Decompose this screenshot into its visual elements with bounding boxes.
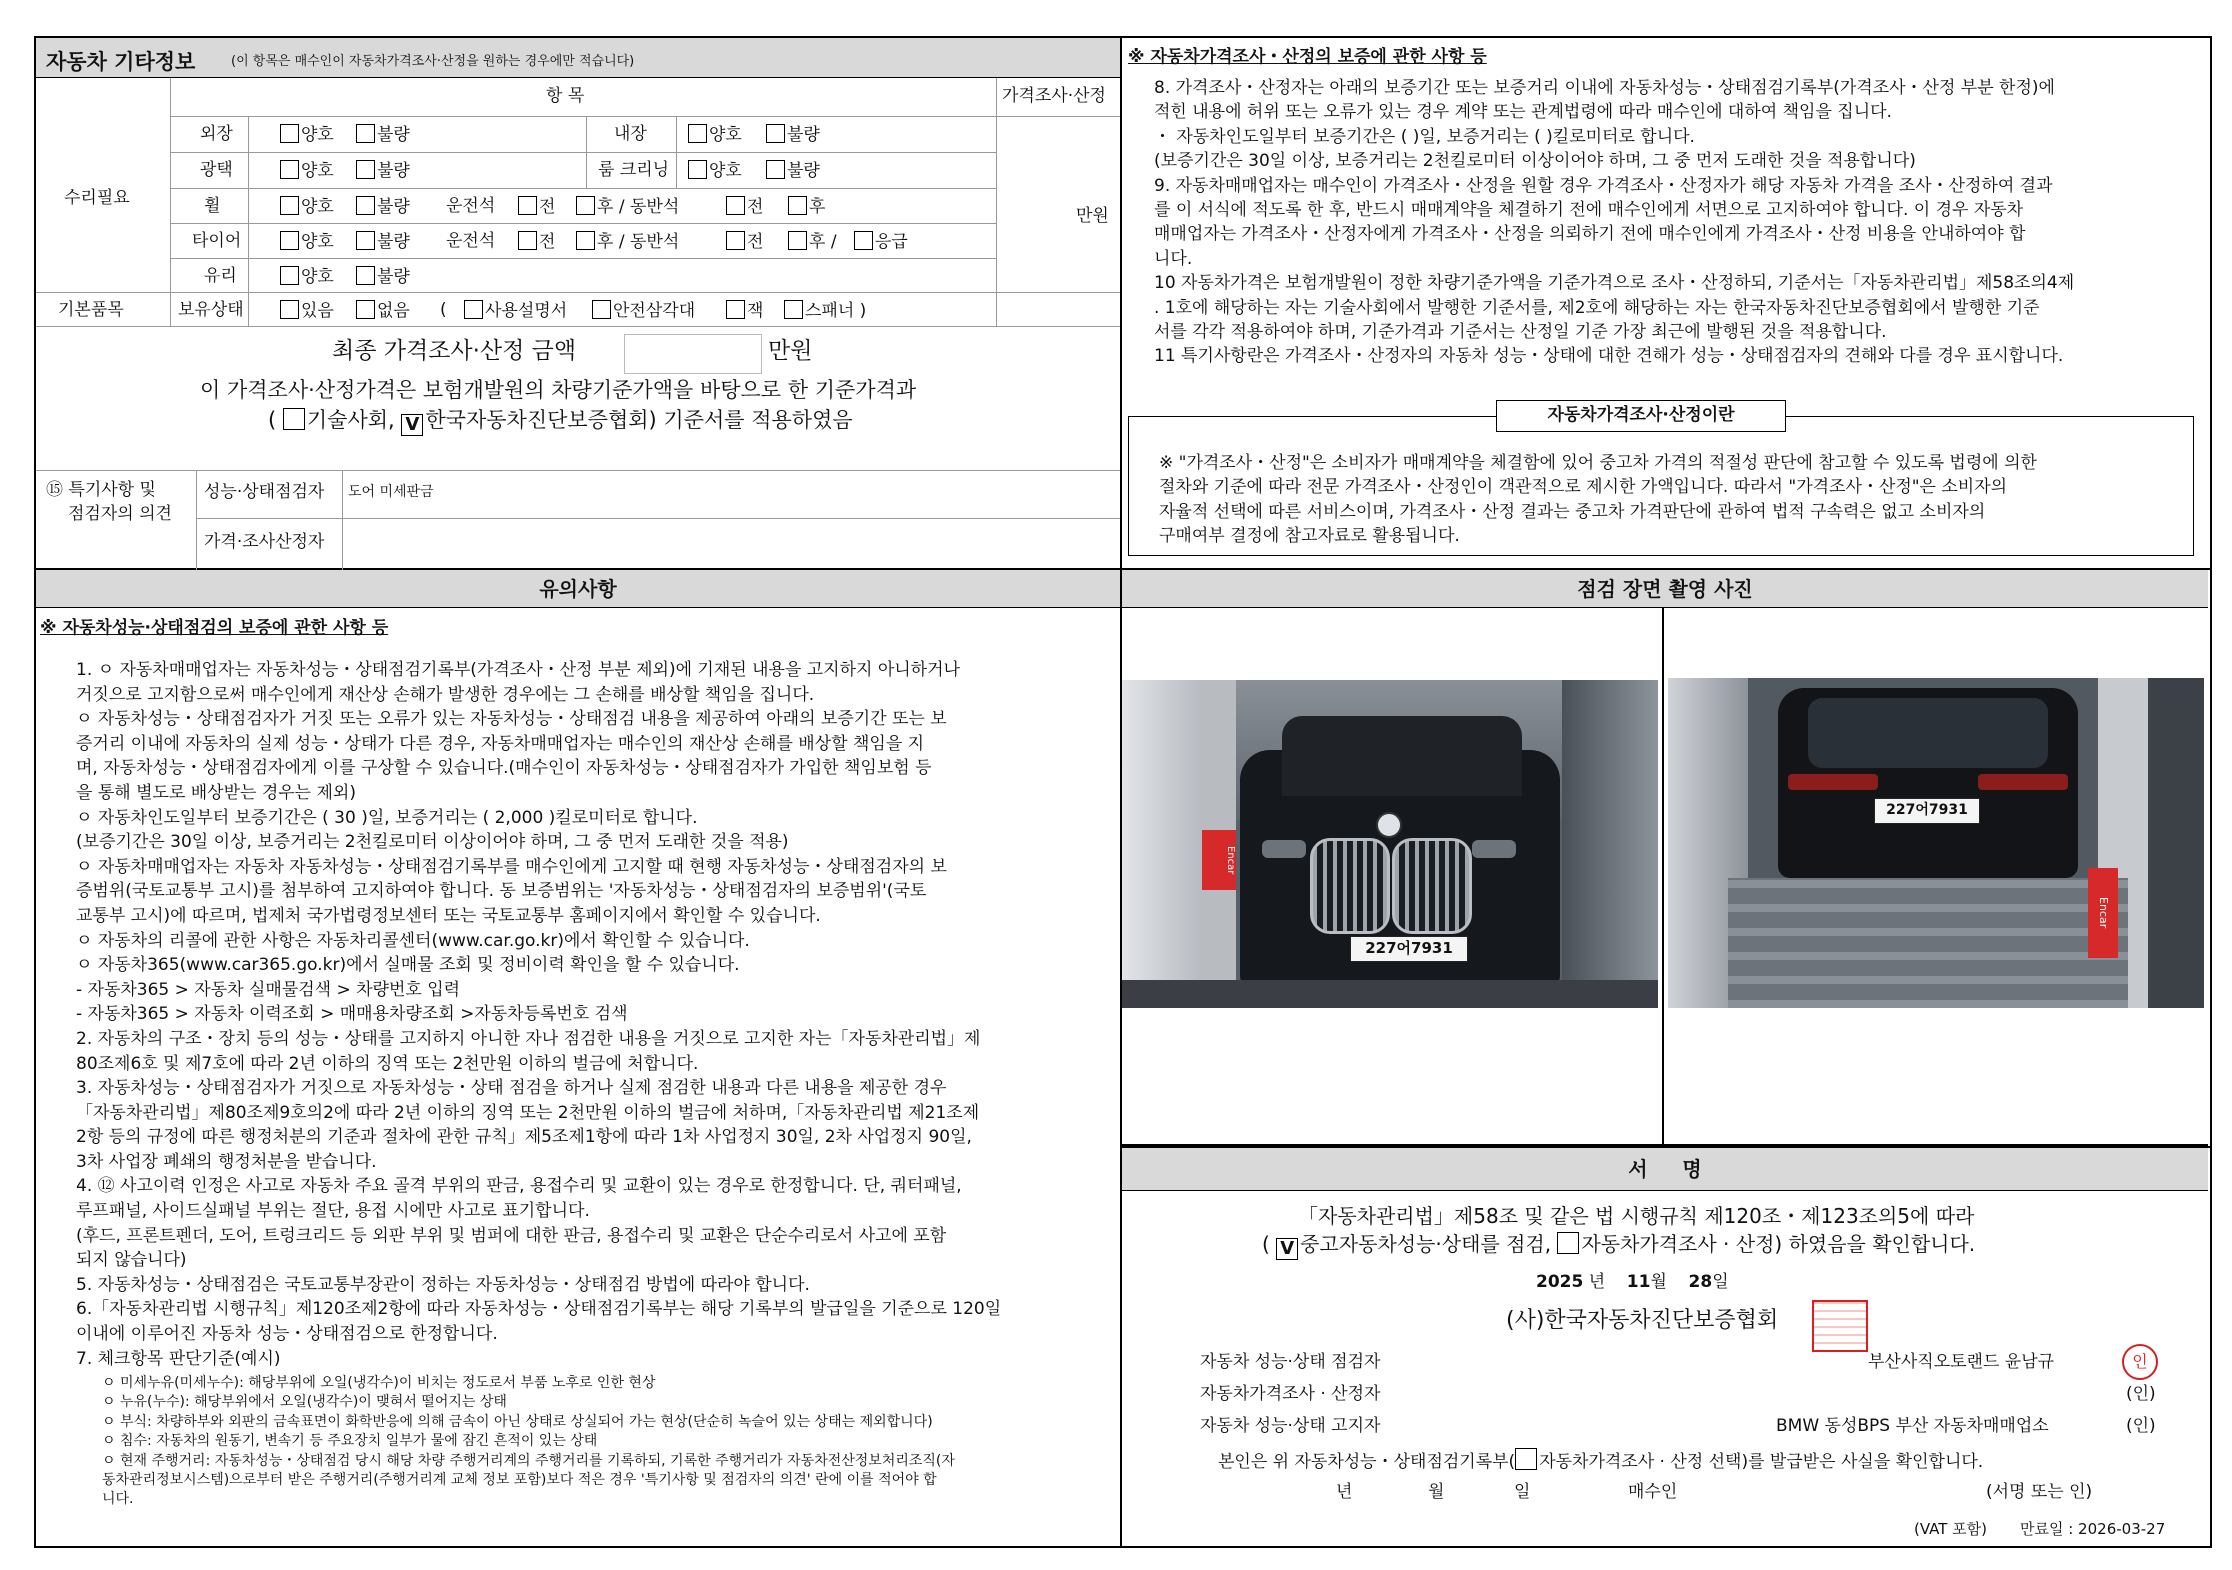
- definition-title: 자동차가격조사·산정이란: [1496, 400, 1786, 432]
- vehicle-other-info-header: [36, 38, 1120, 78]
- checkbox-icon[interactable]: [688, 160, 707, 179]
- exterior-good[interactable]: 양호: [280, 124, 334, 145]
- checkbox-icon[interactable]: [576, 196, 595, 215]
- basic-items-label: 기본품목: [58, 300, 124, 320]
- signature-org: (사)한국자동차진단보증협회: [1506, 1308, 1779, 1333]
- checkbox-icon[interactable]: [464, 300, 483, 319]
- notifier-sign-value: BMW 동성BPS 부산 자동차매매업소: [1776, 1416, 2049, 1436]
- definition-box: ※ "가격조사・산정"은 소비자가 매매계약을 체결함에 있어 중고차 가격의 적절성 판단에 참고할 수 있도록 법령에 의한 절차와 기준에 따라 전문 가격조사・산정인이 객관적으로 제시한 가액입니다. 따라서 "가격조사・산정"은 소비자의 자율적 선택에 따른 서비스이며, 가격조사・산정 결과는 중고차 가격판단에 관하여 법적 구속력은 없고 소비자의 구매여부 결정에 참고자료로 활용됩니다.: [1128, 416, 2194, 556]
- gloss-good[interactable]: 양호: [280, 160, 334, 181]
- tire-passenger-front[interactable]: 전: [726, 231, 763, 252]
- checkbox-icon[interactable]: [356, 196, 375, 215]
- price-unit-label: 만원: [1076, 206, 1109, 226]
- notice-small-text: ㅇ 미세누유(미세누수): 해당부위에 오일(냉각수)이 비치는 정도로서 부품 노후로 인한 현상 ㅇ 누유(누수): 해당부위에서 오일(냉각수)이 맺혀서 떨어지는 상태 ㅇ 부식: 차량하부와 외판의 금속표면이 화학반응에 의해 금속이 아닌 상태로 상실되어 가는 현상(단순히 녹슬어 있는 상태는 제외합니다) ㅇ 침수: 자동차의 원동기, 변속기 등 주요장치 일부가 물에 잠긴 흔적이 있는 상태 ㅇ 현재 주행거리: 자동차성능・상태점검 당시 해당 차량 주행거리계의 주행거리를 기록하되, 기록한 주행거리가 자동차전산정보처리조직(자 동차관리정보시스템)으로부터 받은 주행거리(주행거리계 교체 정보 포함)보다 적은 경우 '특기사항 및 점검자의 의견' 란에 이를 적어야 합 니다.: [102, 1375, 955, 1508]
- signature-date: 2025 년 11월 28일: [1536, 1272, 1729, 1292]
- buyer-sign-seal: (서명 또는 인): [1986, 1482, 2093, 1502]
- notice-header: 유의사항: [36, 570, 1120, 608]
- checkbox-icon[interactable]: [280, 124, 299, 143]
- col-price-header: 가격조사·산정: [1002, 86, 1106, 106]
- room-cleaning-bad[interactable]: 불량: [766, 160, 820, 181]
- signature-header: [1122, 1146, 2208, 1147]
- wheel-passenger-front[interactable]: 전: [726, 196, 763, 217]
- buyer-label: 매수인: [1628, 1482, 1678, 1502]
- notice-subtitle: ※ 자동차성능·상태점검의 보증에 관한 사항 등: [40, 618, 389, 638]
- repair-needed-label: 수리필요: [64, 188, 130, 208]
- rear-car-photo: [1668, 678, 2204, 1008]
- checkbox-icon[interactable]: [280, 300, 299, 319]
- encar-sticker-rear: Encar: [2088, 868, 2118, 958]
- special-notes-label-2: 점검자의 의견: [68, 504, 172, 524]
- price-guarantee-section: [1122, 36, 2212, 570]
- checkbox-icon[interactable]: [356, 231, 375, 250]
- front-car-photo: [1122, 680, 1658, 1008]
- buyer-date-year: 년: [1336, 1482, 1353, 1502]
- row-gloss-label: 광택: [200, 160, 233, 180]
- exterior-bad[interactable]: 불량: [356, 124, 410, 145]
- inspection-photos-section: [1122, 570, 2212, 1148]
- checkbox-icon[interactable]: [688, 124, 707, 143]
- signature-law-line: 「자동차관리법」제58조 및 같은 법 시행규칙 제120조・제123조의5에 따라: [1298, 1204, 1975, 1228]
- notice-section: [34, 570, 1122, 1548]
- price-guarantee-title: ※ 자동차가격조사・산정의 보증에 관한 사항 등: [1128, 47, 1487, 67]
- spanner-item[interactable]: 스패너 ): [784, 300, 866, 321]
- glass-good[interactable]: 양호: [280, 266, 334, 287]
- checkbox-icon[interactable]: [726, 300, 745, 319]
- wheel-bad[interactable]: 불량: [356, 196, 410, 217]
- checkbox-icon[interactable]: V: [401, 414, 423, 436]
- checkbox-icon[interactable]: [518, 196, 537, 215]
- signature-section: [1122, 1148, 2212, 1548]
- appraiser-sign-value: (인): [2126, 1384, 2156, 1404]
- checkbox-icon[interactable]: [726, 231, 745, 250]
- checkbox-icon[interactable]: [788, 196, 807, 215]
- checkbox-icon[interactable]: [280, 231, 299, 250]
- final-price-input[interactable]: [624, 334, 762, 374]
- checkbox-icon[interactable]: V: [1276, 1238, 1298, 1260]
- checkbox-icon[interactable]: [784, 300, 803, 319]
- notice-text: 1. ㅇ 자동차매매업자는 자동차성능・상태점검기록부(가격조사・산정 부분 제외)에 기재된 내용을 고지하지 아니하거나 거짓으로 고지함으로써 매수인에게 재산상 손해가 발생한 경우에는 그 손해를 배상할 책임을 집니다. ㅇ 자동차성능・상태점검자가 거짓 또는 오류가 있는 자동차성능・상태점검 내용을 제공하여 아래의 보증기간 또는 보 증거리 이내에 자동차의 실제 성능・상태가 다른 경우, 자동차매매업자는 매수인의 재산상 손해를 배상할 책임을 지 며, 자동차성능・상태점검자에게 이를 구상할 수 있습니다.(매수인이 자동차성능・상태점검자가 가입한 책임보험 등 을 통해 별도로 배상받는 경우는 제외) ㅇ 자동차인도일부터 보증기간은 ( 30 )일, 보증거리는 ( 2,000 )킬로미터로 합니다. (보증기간은 30일 이상, 보증거리는 2천킬로미터 이상이어야 하며, 그 중 먼저 도래한 것을 적용) ㅇ 자동차매매업자는 자동차 자동차성능・상태점검기록부를 매수인에게 고지할 때 현행 자동차성능・상태점검자의 보 증범위(국토교통부 고시)를 첨부하여 고지하여야 합니다. 동 보증범위는 '자동차성능・상태점검자의 보증범위'(국토 교통부 고시)에 따르며, 법제처 국가법령정보센터 또는 국토교통부 홈페이지에서 확인할 수 있습니다. ㅇ 자동차의 리콜에 관한 사항은 자동차리콜센터(www.car.go.kr)에서 확인할 수 있습니다. ㅇ 자동차365(www.car365.go.kr)에서 실매물 조회 및 정비이력 확인을 할 수 있습니다. - 자동차365 > 자동차 실매물검색 > 차량번호 입력 - 자동차365 > 자동차 이력조회 > 매매용차량조회 >자동차등록번호 검색 2. 자동차의 구조・장치 등의 성능・상태를 고지하지 아니한 자나 점검한 내용을 거짓으로 고지한 자는「자동차관리법」제 80조제6호 및 제7호에 따라 2년 이하의 징역 또는 2천만원 이하의 벌금에 처합니다. 3. 자동차성능・상태점검자가 거짓으로 자동차성능・상태 점검을 하거나 실제 점검한 내용과 다른 내용을 제공한 경우 「자동차관리법」제80조제9호의2에 따라 2년 이하의 징역 또는 2천만원 이하의 벌금에 처하며,「자동차관리법 제21조제 2항 등의 규정에 따른 행정처분의 기준과 절차에 관한 규칙」제5조제1항에 따라 1차 사업정지 30일, 2차 사업정지 90일, 3차 사업장 폐쇄의 행정처분을 받습니다. 4. ⑫ 사고이력 인정은 사고로 자동차 주요 골격 부위의 판금, 용접수리 및 교환이 있는 경우로 한정합니다. 단, 쿼터패널, 루프패널, 사이드실패널 부위는 절단, 용접 시에만 사고로 표기합니다. (후드, 프론트펜더, 도어, 트렁크리드 등 외판 부위 및 범퍼에 대한 판금, 용접수리 및 교환은 단순수리로서 사고에 포함 되지 않습니다) 5. 자동차성능・상태점검은 국토교통부장관이 정하는 자동차성능・상태점검 방법에 따라야 합니다. 6.「자동차관리법 시행규칙」제120조제2항에 따라 자동차성능・상태점검기록부는 해당 기록부의 발급일을 기준으로 120일 이내에 이루어진 자동차 성능・상태점검으로 한정합니다. 7. 체크항목 판단기준(예시): [76, 660, 1002, 1369]
- manual-item[interactable]: 사용설명서: [464, 300, 567, 321]
- jack-item[interactable]: 잭: [726, 300, 763, 321]
- tire-good[interactable]: 양호: [280, 231, 334, 252]
- final-price-label: 최종 가격조사·산정 금액: [332, 338, 577, 364]
- buyer-date-month: 월: [1428, 1482, 1445, 1502]
- photos-header: 점검 장면 촬영 사진: [1122, 570, 2208, 608]
- wheel-good[interactable]: 양호: [280, 196, 334, 217]
- encar-sticker: Encar: [1202, 830, 1236, 890]
- row-exterior-label: 외장: [200, 124, 233, 144]
- checkbox-icon[interactable]: [1557, 1232, 1579, 1254]
- checkbox-icon[interactable]: [280, 266, 299, 285]
- tire-passenger-rear[interactable]: 후 /: [788, 231, 837, 252]
- notifier-seal: (인): [2126, 1416, 2156, 1436]
- tire-driver-label: 운전석: [446, 231, 496, 251]
- row-glass-label: 유리: [204, 266, 237, 286]
- rear-license-plate: 227어7931: [1874, 798, 1980, 824]
- wheel-driver-front[interactable]: 전: [518, 196, 555, 217]
- expiry-date: 만료일 : 2026-03-27: [2020, 1520, 2166, 1538]
- section-title-note: (이 항목은 매수인이 자동차가격조사·산정을 원하는 경우에만 적습니다): [231, 54, 635, 69]
- appraiser-opinion-label: 가격·조사산정자: [204, 532, 325, 552]
- special-notes-label-1: ⑮ 특기사항 및: [46, 480, 156, 500]
- final-price-unit: 만원: [768, 338, 813, 364]
- buyer-confirm-line: 본인은 위 자동차성능・상태점검기록부( 자동차가격조사 · 산정 선택)를 발급받은 사실을 확인합니다.: [1218, 1448, 1983, 1472]
- checkbox-icon[interactable]: [854, 231, 873, 250]
- glass-bad[interactable]: 불량: [356, 266, 410, 287]
- checkbox-icon[interactable]: [518, 231, 537, 250]
- row-tire-label: 타이어: [192, 231, 242, 251]
- checkbox-icon[interactable]: [356, 266, 375, 285]
- interior-good[interactable]: 양호: [688, 124, 742, 145]
- wheel-driver-label: 운전석: [446, 196, 496, 216]
- vehicle-other-info-section: 자동차 기타정보 (이 항목은 매수인이 자동차가격조사·산정을 원하는 경우에만 적습니다) 항 목 가격조사·산정 수리필요 만원 외장 양호 불량 내장 양호 불량 광택 양호 불량 룸 크리닝 양호 불량 휠 양호 불량 운전석 전 후 / 동반석 전 후 타이어 양호 불량 운전석 전 후 / 동반석 전 후 / 응급 유리 양호 불량 기본품목 보유상태 있음 없음 ( 사용설명서 안전삼각대 잭 스패너 ) 최종 가격조사·산정 금액 만원 이 가격조사·산정가격은 보험개발원의 차량기준가액을 바탕으로 한 기준가격과 ( 기술사회, V 한국자동차진단보증협회) 기준서를 적용하였음 ⑮ 특기사항 및 점검자의 의견 성능·상태점검자 도어 미세판금 가격·조사산정자: [34, 36, 1122, 570]
- checkbox-icon[interactable]: [788, 231, 807, 250]
- inspector-seal-icon: 인: [2122, 1344, 2158, 1380]
- checkbox-icon[interactable]: [726, 196, 745, 215]
- checkbox-icon[interactable]: [280, 196, 299, 215]
- room-cleaning-good[interactable]: 양호: [688, 160, 742, 181]
- row-room-cleaning-label: 룸 크리닝: [598, 160, 670, 180]
- row-interior-label: 내장: [614, 124, 647, 144]
- checkbox-icon[interactable]: [283, 408, 305, 430]
- org-seal-icon: [1812, 1300, 1868, 1352]
- interior-bad[interactable]: 불량: [766, 124, 820, 145]
- checkbox-icon[interactable]: [356, 160, 375, 179]
- basis-line-1: 이 가격조사·산정가격은 보험개발원의 차량기준가액을 바탕으로 한 기준가격과: [200, 378, 917, 402]
- checkbox-icon[interactable]: [576, 231, 595, 250]
- appraiser-sign-label: 자동차가격조사 · 산정자: [1200, 1384, 1381, 1404]
- notifier-sign-label: 자동차 성능·상태 고지자: [1200, 1416, 1381, 1436]
- basis-line-2: ( 기술사회, V 한국자동차진단보증협회) 기준서를 적용하였음: [268, 408, 853, 435]
- wheel-passenger-rear[interactable]: 후: [788, 196, 825, 217]
- section-title: 자동차 기타정보: [46, 50, 196, 74]
- row-wheel-label: 휠: [204, 196, 221, 216]
- checkbox-icon[interactable]: [1515, 1448, 1537, 1470]
- checkbox-icon[interactable]: [280, 160, 299, 179]
- inspector-opinion-label: 성능·상태점검자: [204, 482, 325, 502]
- checkbox-icon[interactable]: [766, 160, 785, 179]
- possession-none[interactable]: 없음: [356, 300, 410, 321]
- front-license-plate: 227어7931: [1350, 936, 1468, 962]
- tire-driver-rear[interactable]: 후 / 동반석: [576, 231, 679, 252]
- possession-has[interactable]: 있음: [280, 300, 334, 321]
- signature-title: 서 명: [1122, 1148, 2208, 1191]
- wheel-driver-rear[interactable]: 후 / 동반석: [576, 196, 679, 217]
- inspector-sign-value: 부산사직오토랜드 윤남규: [1868, 1352, 2055, 1372]
- triangle-item[interactable]: 안전삼각대: [592, 300, 695, 321]
- buyer-date-day: 일: [1514, 1482, 1531, 1502]
- tire-emergency[interactable]: 응급: [854, 231, 908, 252]
- inspector-opinion-value: 도어 미세판금: [348, 484, 434, 500]
- inspector-sign-label: 자동차 성능·상태 점검자: [1200, 1352, 1381, 1372]
- tire-bad[interactable]: 불량: [356, 231, 410, 252]
- tire-driver-front[interactable]: 전: [518, 231, 555, 252]
- checkbox-icon[interactable]: [356, 300, 375, 319]
- price-guarantee-text: 8. 가격조사・산정자는 아래의 보증기간 또는 보증거리 이내에 자동차성능・상태점검기록부(가격조사・산정 부분 한정)에 적힌 내용에 허위 또는 오류가 있는 경우 계약 또는 관계법령에 따라 매수인에 대하여 책임을 집니다. ・ 자동차인도일부터 보증기간은 ( )일, 보증거리는 ( )킬로미터로 합니다. (보증기간은 30일 이상, 보증거리는 2천킬로미터 이상이어야 하며, 그 중 먼저 도래한 것을 적용합니다) 9. 자동차매매업자는 매수인이 가격조사・산정을 원할 경우 가격조사・산정자가 해당 자동차 가격을 조사・산정하여 결과 를 이 서식에 적도록 한 후, 반드시 매매계약을 체결하기 전에 매수인에게 서면으로 고지하여야 합니다. 이 경우 자동차 매매업자는 가격조사・산정자에게 가격조사・산정을 의뢰하기 전에 매수인에게 가격조사・산정 비용을 안내하여야 합 니다. 10 자동차가격은 보험개발원이 정한 차량기준가액을 기준가격으로 조사・산정하되, 기준서는「자동차관리법」제58조의4제 . 1호에 해당하는 자는 기술사회에서 발행한 기준서를, 제2호에 해당하는 자는 한국자동차진단보증협회에서 발행한 기준 서를 각각 적용하여야 하며, 기준가격과 기준서는 산정일 기준 가장 최근에 발행된 것을 적용합니다. 11 특기사항란은 가격조사・산정자의 자동차 성능・상태에 대한 견해가 성능・상태점검자의 견해와 다를 경우 표시합니다.: [1154, 78, 2075, 367]
- possession-label: 보유상태: [178, 300, 244, 320]
- vat-note: (VAT 포함): [1914, 1520, 1988, 1538]
- checkbox-icon[interactable]: [766, 124, 785, 143]
- checkbox-icon[interactable]: [592, 300, 611, 319]
- signature-confirm-line: ( V 중고자동차성능·상태를 점검, 자동차가격조사 · 산정) 하였음을 확인합니다.: [1262, 1232, 1976, 1259]
- checkbox-icon[interactable]: [356, 124, 375, 143]
- gloss-bad[interactable]: 불량: [356, 160, 410, 181]
- col-item-header: 항 목: [546, 86, 585, 106]
